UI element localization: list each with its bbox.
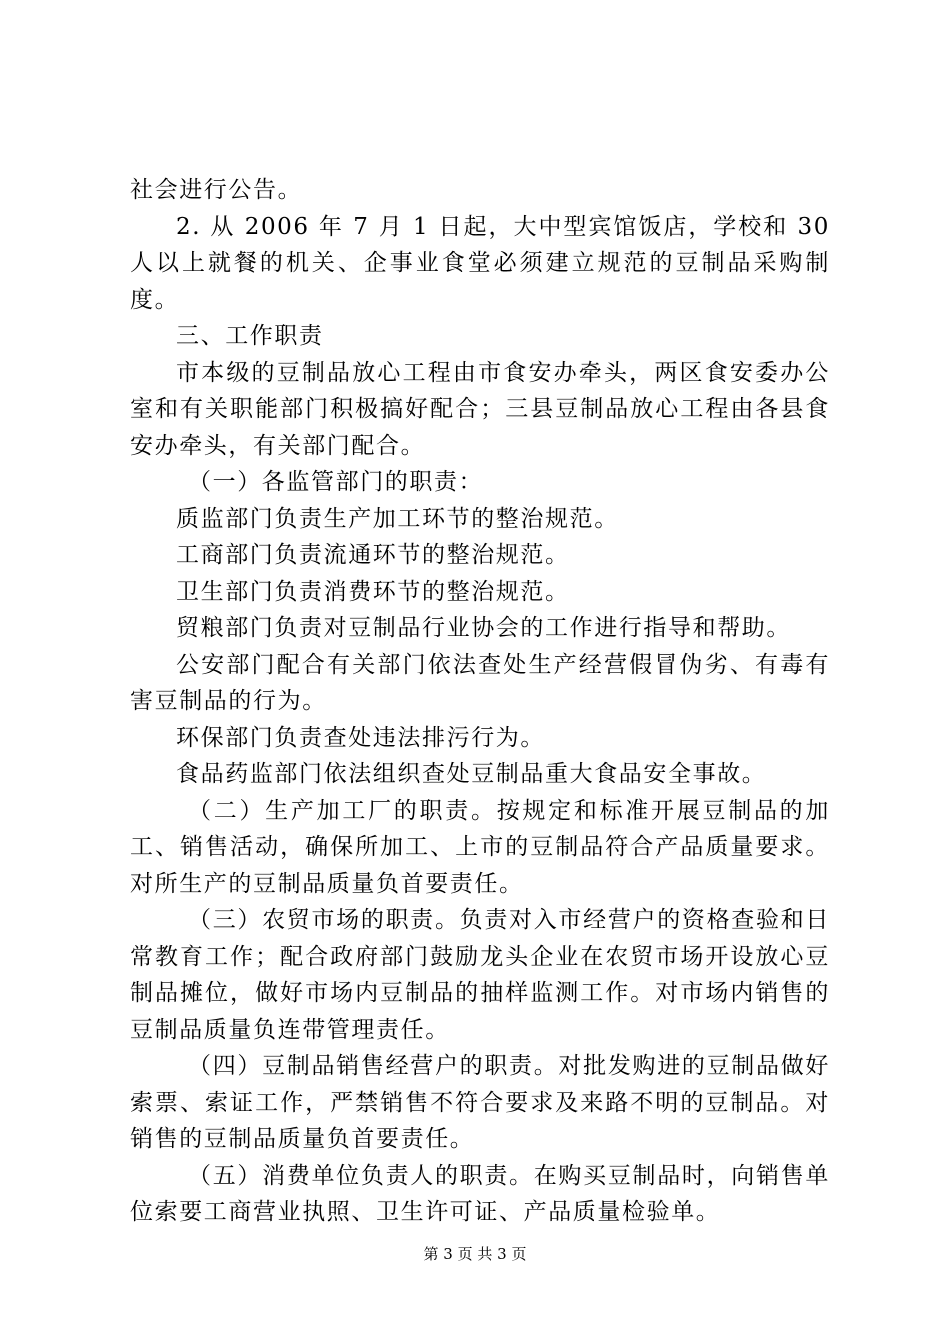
paragraph-grain-dept: 贸粮部门负责对豆制品行业协会的工作进行指导和帮助。 (176, 615, 791, 641)
paragraph-market-duties: （三）农贸市场的职责。负责对入市经营户的资格查验和日常教育工作；配合政府部门鼓励龙头企业在农贸市场开设放心豆制品摊位，做好市场内豆制品的抽样监测工作。对市场内销售的豆制品质量负连带管理责任。 (130, 907, 830, 1043)
paragraph-fda-dept: 食品药监部门依法组织查处豆制品重大食品安全事故。 (176, 761, 767, 787)
paragraph-commerce-dept: 工商部门负责流通环节的整治规范。 (176, 542, 570, 568)
paragraph-env-dept: 环保部门负责查处违法排污行为。 (176, 724, 545, 751)
paragraph-item-2: 2. 从 2006 年 7 月 1 日起，大中型宾馆饭店，学校和 30 人以上就餐的机关、企事业食堂必须建立规范的豆制品采购制度。 (130, 213, 830, 313)
section-heading-work-duties: 三、工作职责 (176, 323, 324, 349)
paragraph-consumer-duties: （五）消费单位负责人的职责。在购买豆制品时，向销售单位索要工商营业执照、卫生许可证、产品质量检验单。 (130, 1162, 830, 1225)
page-footer: 第 3 页 共 3 页 (423, 1245, 527, 1263)
document-body (130, 172, 830, 1231)
paragraph-health-dept: 卫生部门负责消费环节的整治规范。 (176, 578, 570, 605)
paragraph-city-level: 市本级的豆制品放心工程由市食安办牵头，两区食安委办公室和有关职能部门积极搞好配合；三县豆制品放心工程由各县食安办牵头，有关部门配合。 (130, 359, 830, 459)
paragraph-police-dept: 公安部门配合有关部门依法查处生产经营假冒伪劣、有毒有害豆制品的行为。 (130, 651, 830, 714)
paragraph-continuation: 社会进行公告。 (130, 177, 303, 203)
subheading-supervision-duties: （一）各监管部门的职责： (188, 469, 484, 495)
paragraph-vendor-duties: （四）豆制品销售经营户的职责。对批发购进的豆制品做好索票、索证工作，严禁销售不符合要求及来路不明的豆制品。对销售的豆制品质量负首要责任。 (130, 1053, 830, 1152)
paragraph-quality-dept: 质监部门负责生产加工环节的整治规范。 (176, 505, 619, 532)
paragraph-factory-duties: （二）生产加工厂的职责。按规定和标准开展豆制品的加工、销售活动，确保所加工、上市的豆制品符合产品质量要求。对所生产的豆制品质量负首要责任。 (130, 797, 830, 897)
